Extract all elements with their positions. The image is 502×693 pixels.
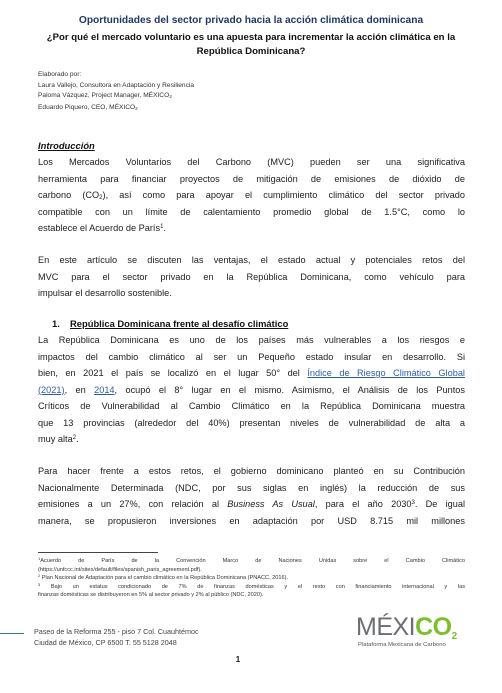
- page-number: 1: [235, 654, 241, 664]
- mexico2-logo: [356, 612, 468, 658]
- intro-paragraph-1: Los Mercados Voluntarios del Carbono (MVC) pueden ser una significativa herramienta para financiar proyectos de mitigación de emisiones de dióxido de carbono $(CO_2)$, así como para apoyar el cumplimiento climático del sector privado compatible con un límite de calentamiento promedio global de 1.5°C, como lo establece el Acuerdo de París$^1$.: [38, 157, 465, 233]
- logo-tagline: Plataforma Mexicana de Carbono: [358, 642, 446, 648]
- year-2021-link[interactable]: (2021): [38, 384, 65, 395]
- intro-heading: Introducción: [38, 140, 95, 151]
- author-2: Paloma Vázquez, Project Manager, $MÉXICO_2$: [38, 92, 172, 100]
- footnote-1: $^1$Acuerdo de París de la Convención Marco de Naciones Unidas sobre el Cambio Climático: [38, 556, 465, 564]
- footer-address: [34, 626, 199, 648]
- section-1-paragraph-1: La República Dominicana es uno de los países más vulnerables a los riesgos e impactos del cambio climático al ser un Pequeño estado insular en desarrollo. Si bien, en 2021 el país se localizó en el lugar 50° del Índice de Riesgo Climático Global (2021), en 2014, ocupó el 8° lugar en el mismo. Asimismo, el Análisis de los Puntos Críticos de Vulnerabilidad al Cambio Climático en la República Dominicana muestra que 13 provincias (alrededor del 40%) presentan niveles de vulnerabilidad de alta a muy alta$^2$.: [38, 335, 465, 444]
- subtitle-line-2: República Dominicana?: [196, 45, 306, 57]
- footnotes: $^1$Acuerdo de París de la Convención Marco de Naciones Unidas sobre el Cambio Climático (https://unfccc.int/sites/default/files/spanish_paris_agreement.pdf). $^2$ Plan Nacional de Adaptación para el cambio climático en la República Dominicana (PNACC, 2016). $^3$ Bajo un estatus condicionado de 7% de finanzas domésticas y el resto con financiamiento internacional y las finanzas domésticas se distribuyeron en 5% al sector privado y 2% al público (NDC, 2020).: [38, 556, 465, 599]
- footnote-3: $^3$ Bajo un estatus condicionado de 7% de finanzas domésticas y el resto con financiamiento internacional y las: [38, 581, 465, 590]
- footnote-divider: [38, 552, 158, 553]
- footer-accent-line: [0, 633, 24, 634]
- section-1-number: 1.: [52, 318, 60, 329]
- risk-index-link[interactable]: Índice de Riesgo Climático Global: [307, 368, 465, 378]
- logo-wordmark: MÉXICO2: [356, 613, 457, 642]
- subtitle-line-1: ¿Por qué el mercado voluntario es una apuesta para incrementar la acción climática en la: [46, 32, 456, 43]
- author-3: Eduardo Piquero, CEO, $MÉXICO_2$: [38, 103, 138, 111]
- author-1: Laura Vallejo, Consultora en Adaptación y Resiliencia: [38, 81, 195, 89]
- document-title: Oportunidades del sector privado hacia la acción climática dominicana: [78, 15, 424, 26]
- section-1-title: República Dominicana frente al desafío climático: [70, 318, 289, 329]
- section-1-heading: [52, 318, 288, 329]
- authors-label: Elaborado por:: [38, 71, 82, 78]
- year-2014-link[interactable]: 2014: [94, 384, 115, 395]
- document-subtitle: [20, 31, 482, 58]
- address-line-2: Ciudad de México, CP 6500 T. 55 5128 2048: [34, 638, 177, 647]
- address-line-1: Paseo de la Reforma 255 - piso 7 Col. Cuauhtémoc: [34, 627, 199, 636]
- section-1-paragraph-2: Para hacer frente a estos retos, el gobierno dominicano planteó en su Contribución Nacionalmente Determinada (NDC, por sus siglas en inglés) la reducción de sus emisiones a un 27%, con relación al Business As Usual, para el año 2030$^3$. De igual manera, se propusieron inversiones en adaptación por USD 8.715 mil millones: [38, 466, 465, 526]
- authors-block: [38, 70, 458, 114]
- intro-paragraph-2: En este artículo se discuten las ventajas, el estado actual y potenciales retos del MVC para el sector privado en la República Dominicana, como vehículo para impulsar el desarrollo sostenible.: [38, 255, 465, 298]
- footnote-2: $^2$ Plan Nacional de Adaptación para el cambio climático en la República Dominicana (PNACC, 2016).: [38, 573, 289, 582]
